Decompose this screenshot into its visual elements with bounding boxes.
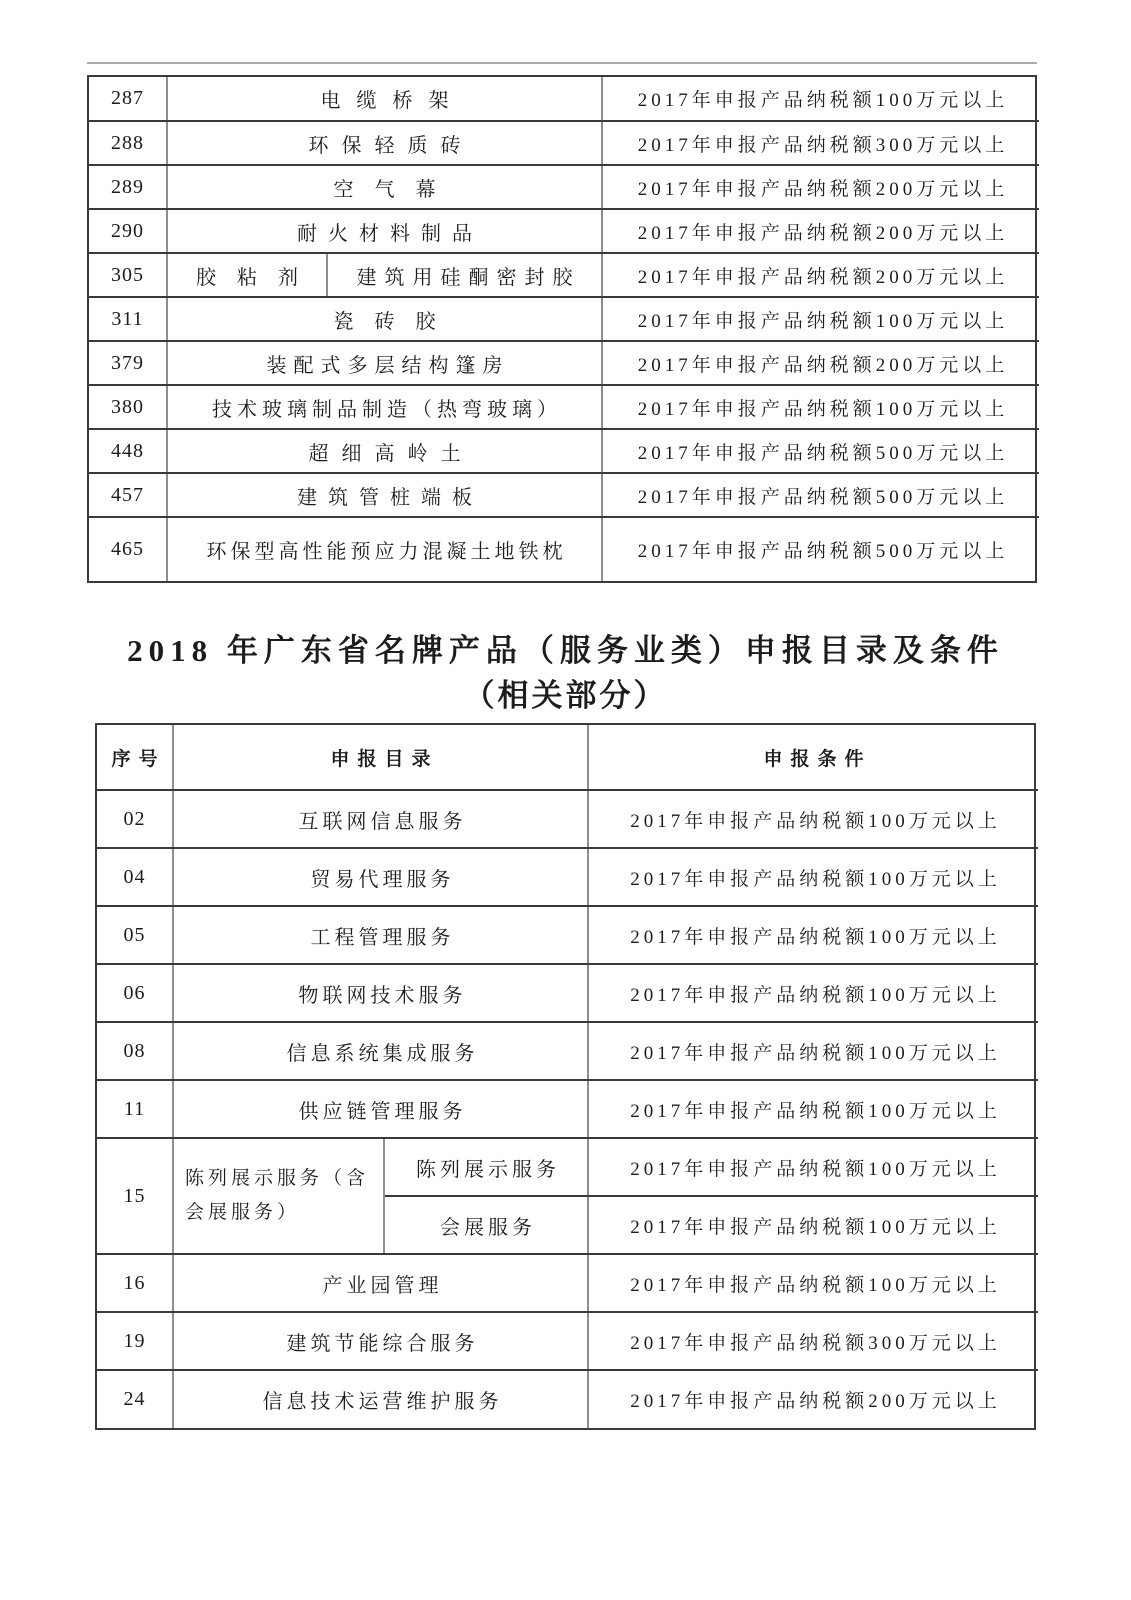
product-category-cell: 胶粘剂 bbox=[167, 253, 327, 297]
page-split-rule bbox=[87, 62, 1037, 64]
condition-cell: 2017年申报产品纳税额200万元以上 bbox=[602, 253, 1039, 297]
serial-cell: 311 bbox=[89, 297, 167, 341]
table-row bbox=[97, 1022, 1038, 1080]
serial-cell: 305 bbox=[89, 253, 167, 297]
table-row bbox=[97, 848, 1038, 906]
catalog-name-cell: 信息系统集成服务 bbox=[173, 1022, 588, 1080]
header-serial: 序号 bbox=[97, 725, 173, 790]
table-row bbox=[97, 1370, 1038, 1428]
product-subname-cell: 建筑用硅酮密封胶 bbox=[327, 253, 602, 297]
table-row bbox=[97, 964, 1038, 1022]
header-row bbox=[97, 725, 1038, 790]
catalog-name-cell: 工程管理服务 bbox=[173, 906, 588, 964]
serial-cell: 290 bbox=[89, 209, 167, 253]
table-row bbox=[89, 341, 1039, 385]
table-row bbox=[97, 906, 1038, 964]
table-row bbox=[89, 297, 1039, 341]
serial-cell: 379 bbox=[89, 341, 167, 385]
condition-cell: 2017年申报产品纳税额100万元以上 bbox=[588, 964, 1038, 1022]
section-title-line2: （相关部分） bbox=[463, 678, 668, 713]
table-row bbox=[97, 1254, 1038, 1312]
table-row bbox=[89, 429, 1039, 473]
serial-cell: 08 bbox=[97, 1022, 173, 1080]
condition-cell: 2017年申报产品纳税额500万元以上 bbox=[602, 473, 1039, 517]
condition-cell: 2017年申报产品纳税额500万元以上 bbox=[602, 429, 1039, 473]
serial-cell: 15 bbox=[97, 1138, 173, 1254]
condition-cell: 2017年申报产品纳税额100万元以上 bbox=[602, 297, 1039, 341]
serial-cell: 06 bbox=[97, 964, 173, 1022]
product-name-cell: 环保型高性能预应力混凝土地铁枕 bbox=[167, 517, 602, 581]
serial-cell: 448 bbox=[89, 429, 167, 473]
product-name-cell: 空气幕 bbox=[167, 165, 602, 209]
serial-cell: 287 bbox=[89, 77, 167, 121]
catalog-name-cell: 互联网信息服务 bbox=[173, 790, 588, 848]
condition-cell: 2017年申报产品纳税额100万元以上 bbox=[588, 1022, 1038, 1080]
condition-cell: 2017年申报产品纳税额100万元以上 bbox=[588, 848, 1038, 906]
section-title-line1: 2018 年广东省名牌产品（服务业类）申报目录及条件 bbox=[127, 633, 1004, 668]
product-name-cell: 装配式多层结构篷房 bbox=[167, 341, 602, 385]
table-row bbox=[89, 253, 1039, 297]
condition-cell: 2017年申报产品纳税额100万元以上 bbox=[588, 1138, 1038, 1196]
condition-cell: 2017年申报产品纳税额100万元以上 bbox=[602, 77, 1039, 121]
catalog-name-cell: 信息技术运营维护服务 bbox=[173, 1370, 588, 1428]
serial-cell: 288 bbox=[89, 121, 167, 165]
condition-cell: 2017年申报产品纳税额100万元以上 bbox=[602, 385, 1039, 429]
table-row-group bbox=[97, 1138, 1038, 1196]
product-name-cell: 环保轻质砖 bbox=[167, 121, 602, 165]
table-row bbox=[97, 1080, 1038, 1138]
condition-cell: 2017年申报产品纳税额300万元以上 bbox=[602, 121, 1039, 165]
serial-cell: 04 bbox=[97, 848, 173, 906]
catalog-sub-cell: 会展服务 bbox=[384, 1196, 588, 1254]
condition-cell: 2017年申报产品纳税额100万元以上 bbox=[588, 1254, 1038, 1312]
serial-cell: 02 bbox=[97, 790, 173, 848]
table-row bbox=[89, 121, 1039, 165]
condition-cell: 2017年申报产品纳税额500万元以上 bbox=[602, 517, 1039, 581]
serial-cell: 11 bbox=[97, 1080, 173, 1138]
table-row bbox=[89, 209, 1039, 253]
serial-cell: 16 bbox=[97, 1254, 173, 1312]
catalog-table-services bbox=[95, 723, 1036, 1430]
product-name-cell: 瓷砖胶 bbox=[167, 297, 602, 341]
condition-cell: 2017年申报产品纳税额200万元以上 bbox=[602, 165, 1039, 209]
product-name-cell: 建筑管桩端板 bbox=[167, 473, 602, 517]
condition-cell: 2017年申报产品纳税额100万元以上 bbox=[588, 1080, 1038, 1138]
serial-cell: 05 bbox=[97, 906, 173, 964]
catalog-name-cell: 产业园管理 bbox=[173, 1254, 588, 1312]
section-title bbox=[0, 628, 1131, 718]
condition-cell: 2017年申报产品纳税额100万元以上 bbox=[588, 1196, 1038, 1254]
table-row bbox=[97, 1312, 1038, 1370]
table-row bbox=[89, 385, 1039, 429]
serial-cell: 380 bbox=[89, 385, 167, 429]
serial-cell: 19 bbox=[97, 1312, 173, 1370]
condition-cell: 2017年申报产品纳税额200万元以上 bbox=[602, 209, 1039, 253]
table-row bbox=[89, 517, 1039, 581]
condition-cell: 2017年申报产品纳税额200万元以上 bbox=[602, 341, 1039, 385]
serial-cell: 289 bbox=[89, 165, 167, 209]
catalog-name-cell: 供应链管理服务 bbox=[173, 1080, 588, 1138]
catalog-name-cell: 贸易代理服务 bbox=[173, 848, 588, 906]
header-condition: 申报条件 bbox=[588, 725, 1038, 790]
serial-cell: 457 bbox=[89, 473, 167, 517]
serial-cell: 465 bbox=[89, 517, 167, 581]
catalog-sub-cell: 陈列展示服务 bbox=[384, 1138, 588, 1196]
condition-cell: 2017年申报产品纳税额100万元以上 bbox=[588, 906, 1038, 964]
product-name-cell: 超细高岭土 bbox=[167, 429, 602, 473]
condition-cell: 2017年申报产品纳税额300万元以上 bbox=[588, 1312, 1038, 1370]
condition-cell: 2017年申报产品纳税额100万元以上 bbox=[588, 790, 1038, 848]
product-name-cell: 耐火材料制品 bbox=[167, 209, 602, 253]
product-name-cell: 电缆桥架 bbox=[167, 77, 602, 121]
table-row bbox=[89, 77, 1039, 121]
product-name-cell: 技术玻璃制品制造（热弯玻璃） bbox=[167, 385, 602, 429]
catalog-name-cell: 物联网技术服务 bbox=[173, 964, 588, 1022]
table-row bbox=[97, 790, 1038, 848]
header-catalog: 申报目录 bbox=[173, 725, 588, 790]
catalog-table-manufacturing bbox=[87, 75, 1037, 583]
catalog-name-cell: 建筑节能综合服务 bbox=[173, 1312, 588, 1370]
catalog-group-cell: 陈列展示服务（含会展服务） bbox=[173, 1138, 384, 1254]
table-row bbox=[89, 165, 1039, 209]
table-row bbox=[89, 473, 1039, 517]
serial-cell: 24 bbox=[97, 1370, 173, 1428]
condition-cell: 2017年申报产品纳税额200万元以上 bbox=[588, 1370, 1038, 1428]
